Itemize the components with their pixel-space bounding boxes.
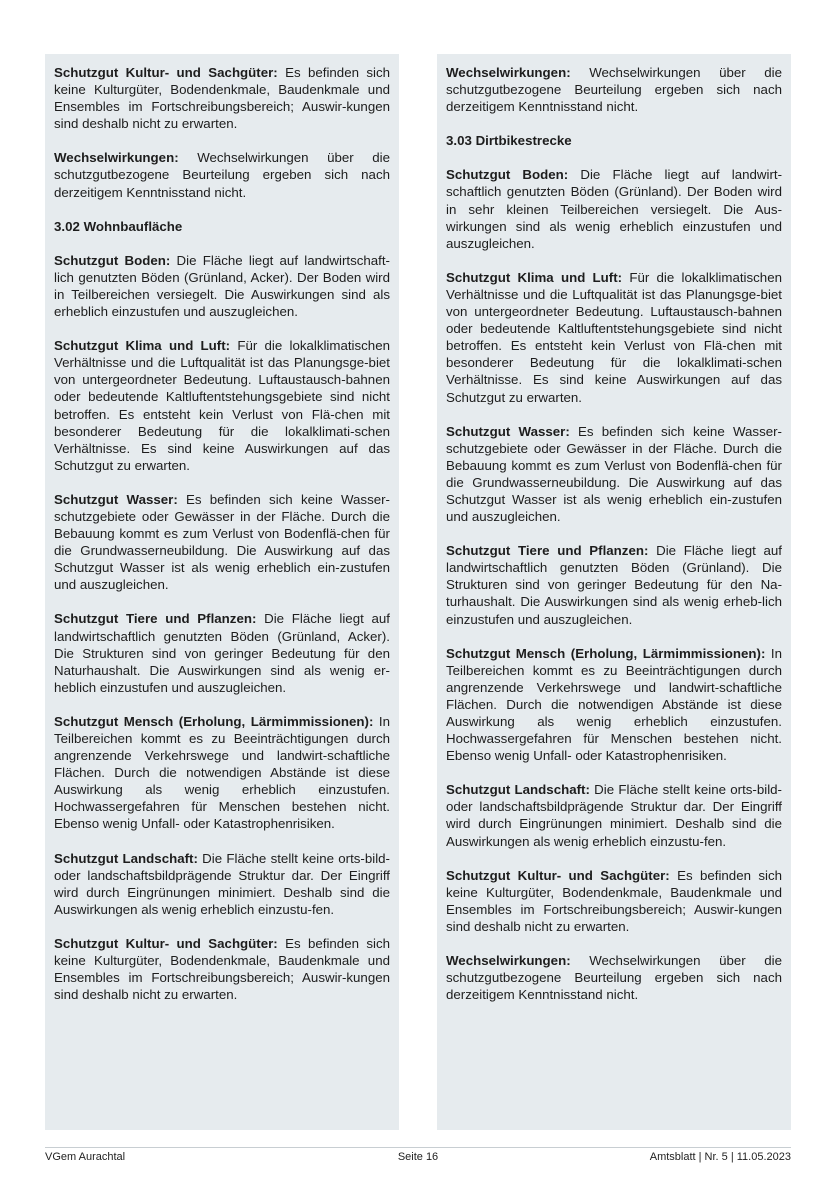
paragraph-term: Schutzgut Wasser: <box>446 423 570 439</box>
paragraph-term: Schutzgut Boden: <box>54 252 171 268</box>
paragraph <box>54 149 390 200</box>
paragraph-text: Es befinden sich keine Wasser-schutzgebiete oder Gewässer in der Fläche. Durch die Bebauung kommt es zum Verlust von Bodenflä-chen für die Grundwasserneubildung. Die Auswirkung auf das Schutzgut Wasser ist als wenig erheblich ein-zustufen und auszugleichen. <box>54 491 390 593</box>
paragraph <box>446 867 782 935</box>
footer-page-number: Seite 16 <box>397 1151 439 1163</box>
paragraph-term: Schutzgut Kultur- und Sachgüter: <box>54 65 278 80</box>
paragraph <box>54 64 390 132</box>
paragraph <box>446 952 782 1003</box>
paragraph <box>446 269 782 406</box>
paragraph <box>54 252 390 320</box>
paragraph-term: Schutzgut Kultur- und Sachgüter: <box>446 867 670 883</box>
paragraph-term: Schutzgut Klima und Luft: <box>446 269 623 285</box>
paragraph-term: Schutzgut Tiere und Pflanzen: <box>54 611 257 627</box>
paragraph-term: Schutzgut Tiere und Pflanzen: <box>446 543 649 559</box>
paragraph-text: Es befinden sich keine Wasser-schutzgebiete oder Gewässer in der Fläche. Durch die Bebauung kommt es zum Verlust von Bodenflä-chen für die Grundwasserneubildung. Die Auswirkung auf das Schutzgut Wasser ist als wenig erheblich ein-zustufen und auszugleichen. <box>446 423 782 525</box>
section-heading: 3.02 Wohnbaufläche <box>54 218 183 234</box>
paragraph-text: Die Fläche liegt auf landwirtschaft-lich genutzten Böden (Grünland, Acker). Der Boden wird in Teilbereichen versiegelt. Die Auswirkungen sind als erheblich einzustufen und auszugleichen. <box>54 252 390 320</box>
paragraph-text: Die Fläche stellt keine orts-bild- oder landschaftsbildprägende Struktur dar. Der Eingriff wird durch Eingrünungen minimiert. Deshalb sind die Auswirkungen als wenig erheblich einzustu-fen. <box>446 782 782 849</box>
paragraph-text: Es befinden sich keine Kulturgüter, Bodendenkmale, Baudenkmale und Ensembles im Fortschreibungsbereich; Auswir-kungen sind deshalb nicht zu erwarten. <box>54 65 390 132</box>
paragraph-term: Schutzgut Klima und Luft: <box>54 338 231 354</box>
paragraph-text: Wechselwirkungen über die schutzgutbezogene Beurteilung ergeben sich nach derzeitigem Kenntnisstand nicht. <box>446 953 782 1003</box>
paragraph <box>54 850 390 918</box>
footer-issue: Amtsblatt | Nr. 5 | 11.05.2023 <box>649 1151 791 1163</box>
paragraph-text: Wechselwirkungen über die schutzgutbezogene Beurteilung ergeben sich nach derzeitigem Kenntnisstand nicht. <box>54 150 390 200</box>
paragraph-term: Wechselwirkungen: <box>54 150 179 166</box>
paragraph <box>54 337 390 474</box>
paragraph-term: Schutzgut Landschaft: <box>54 850 198 866</box>
paragraph-text: Die Fläche stellt keine orts-bild- oder landschaftsbildprägende Struktur dar. Der Eingriff wird durch Eingrünungen minimiert. Deshalb sind die Auswirkungen als wenig erheblich einzustu-fen. <box>54 850 390 917</box>
paragraph-text: Für die lokalklimatischen Verhältnisse und die Luftqualität ist das Planungsge-biet von untergeordneter Bedeutung. Luftaustausch-bahnen oder bedeutende Kaltluftentstehungsgebiete sind nicht betroffen. Es entsteht kein Verlust von Flä-chen mit besonderer Bedeutung für die lokalklimati-schen Verhältnisse. Es sind keine Auswirkungen auf das Schutzgut zu erwarten. <box>54 338 390 473</box>
paragraph <box>446 781 782 849</box>
paragraph-term: Schutzgut Kultur- und Sachgüter: <box>54 935 278 951</box>
paragraph-text: Es befinden sich keine Kulturgüter, Bodendenkmale, Baudenkmale und Ensembles im Fortschreibungsbereich; Auswir-kungen sind deshalb nicht zu erwarten. <box>446 867 782 934</box>
paragraph-term: Wechselwirkungen: <box>446 65 571 80</box>
paragraph-term: Schutzgut Landschaft: <box>446 782 590 798</box>
paragraph-text: Die Fläche liegt auf landwirtschaftlich genutzten Böden (Grünland). Die Strukturen sind von geringer Bedeutung für den Na-turhaushalt. Die Auswirkungen sind als wenig erheb-lich einzustufen und auszugleichen. <box>446 543 782 627</box>
footer-divider <box>45 1147 791 1148</box>
right-text-column <box>437 54 791 1130</box>
footer-publisher: VGem Aurachtal <box>45 1151 126 1163</box>
paragraph-term: Wechselwirkungen: <box>446 953 571 969</box>
page-footer <box>45 1151 791 1167</box>
paragraph <box>446 166 782 251</box>
paragraph <box>446 423 782 526</box>
section-heading: 3.03 Dirtbikestrecke <box>446 133 572 149</box>
paragraph-term: Schutzgut Mensch (Erholung, Lärmimmissionen): <box>54 713 374 729</box>
paragraph-text: Wechselwirkungen über die schutzgutbezogene Beurteilung ergeben sich nach derzeitigem Kenntnisstand nicht. <box>446 65 782 115</box>
paragraph-term: Schutzgut Boden: <box>446 167 569 183</box>
paragraph <box>54 935 390 1003</box>
paragraph-term: Schutzgut Mensch (Erholung, Lärmimmissionen): <box>446 645 766 661</box>
paragraph-text: Es befinden sich keine Kulturgüter, Bodendenkmale, Baudenkmale und Ensembles im Fortschreibungsbereich; Auswir-kungen sind deshalb nicht zu erwarten. <box>54 935 390 1003</box>
paragraph-text: In Teilbereichen kommt es zu Beeinträchtigungen durch angrenzende Verkehrswege und landwirt-schaftliche Flächen. Durch die notwendigen Abstände ist diese Auswirkung als wenig erheblich einzustufen. Hochwassergefahren für Menschen bestehen nicht. Ebenso wenig Unfall- oder Katastrophenrisiken. <box>446 645 782 764</box>
paragraph-term: Schutzgut Wasser: <box>54 491 178 507</box>
paragraph-text: Für die lokalklimatischen Verhältnisse und die Luftqualität ist das Planungsge-biet von untergeordneter Bedeutung. Luftaustausch-bahnen oder bedeutende Kaltluftentstehungsgebiete sind nicht betroffen. Es entsteht kein Verlust von Flä-chen mit besonderer Bedeutung für die lokalklimati-schen Verhältnisse. Es sind keine Auswirkungen auf das Schutzgut zu erwarten. <box>446 269 782 405</box>
paragraph-text: Die Fläche liegt auf landwirtschaftlich genutzten Böden (Grünland, Acker). Die Strukturen sind von geringer Bedeutung für den Naturhaushalt. Die Auswirkungen sind als wenig er-heblich einzustufen und auszugleichen. <box>54 611 390 695</box>
paragraph <box>54 491 390 594</box>
left-text-column <box>45 54 399 1130</box>
paragraph <box>54 713 390 833</box>
paragraph <box>446 64 782 115</box>
paragraph-text: In Teilbereichen kommt es zu Beeinträchtigungen durch angrenzende Verkehrswege und landwirt-schaftliche Flächen. Durch die notwendigen Abstände ist diese Auswirkung als wenig erheblich einzustufen. Hochwassergefahren für Menschen bestehen nicht. Ebenso wenig Unfall- oder Katastrophenrisiken. <box>54 713 390 832</box>
paragraph <box>446 645 782 765</box>
paragraph <box>54 610 390 695</box>
paragraph <box>446 542 782 627</box>
paragraph-text: Die Fläche liegt auf landwirt-schaftlich genutzten Böden (Grünland). Der Boden wird in sehr kleinen Teilbereichen versiegelt. Die Aus-wirkungen sind als wenig erheblich einzustufen und auszugleichen. <box>446 167 782 251</box>
